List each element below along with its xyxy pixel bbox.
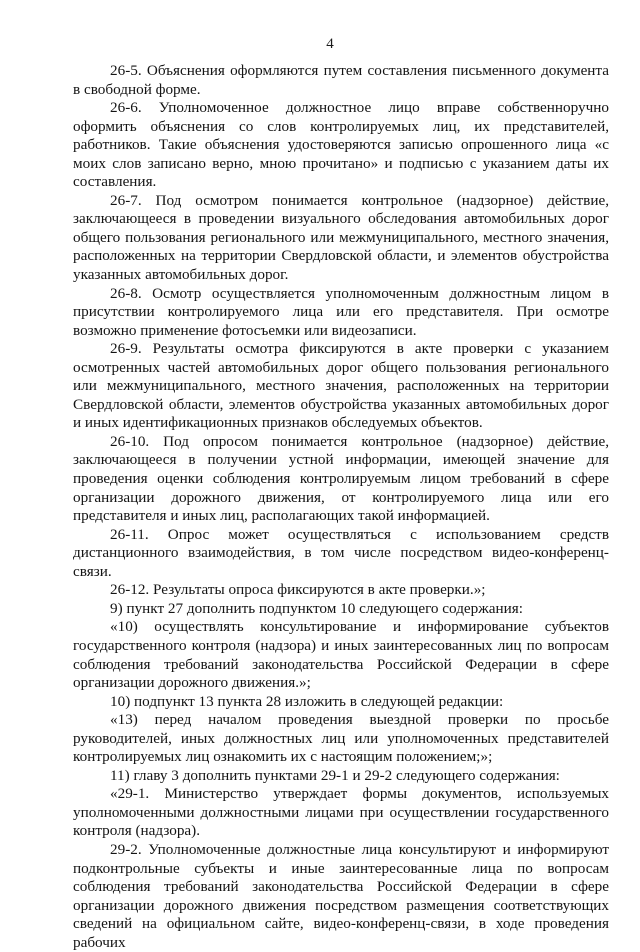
paragraph-26-11: 26-11. Опрос может осуществляться с использованием средств дистанционного взаимодействия, в том числе посредством видео-конференц-связи. (73, 525, 609, 580)
document-body (73, 62, 609, 952)
paragraph-26-12: 26-12. Результаты опроса фиксируются в акте проверки.»; (110, 581, 486, 599)
paragraph-subitem-13: «13) перед началом проведения выездной проверки по просьбе руководителей, иных должностных лиц или уполномоченных представителей контролируемых лиц ознакомить их с настоящим положением;»; (73, 711, 609, 766)
paragraph-29-1: «29-1. Министерство утверждает формы документов, используемых уполномоченными должностными лицами при осуществлении государственного контроля (надзора). (73, 785, 609, 840)
paragraph-item-11: 11) главу 3 дополнить пунктами 29-1 и 29-2 следующего содержания: (110, 766, 560, 784)
paragraph-26-8: 26-8. Осмотр осуществляется уполномоченным должностным лицом в присутствии контролируемого лица или его представителя. При осмотре возможно применение фотосъемки или видеозаписи. (73, 284, 609, 339)
paragraph-26-7: 26-7. Под осмотром понимается контрольное (надзорное) действие, заключающееся в проведении визуального обследования автомобильных дорог общего пользования регионального или межмуниципального, местного значения, расположенных на территории Свердловской области, и элементов обустройства указанных автомобильных дорог. (73, 191, 609, 284)
page-number: 4 (326, 36, 334, 52)
paragraph-26-6: 26-6. Уполномоченное должностное лицо вправе собственноручно оформить объяснения со слов контролируемых лиц, их представителей, работников. Такие объяснения удостоверяются записью опрошенного лица «с моих слов записано верно, мною прочитано» и подписью с указанием даты их составления. (73, 99, 609, 191)
paragraph-item-9: 9) пункт 27 дополнить подпунктом 10 следующего содержания: (110, 599, 523, 617)
paragraph-29-2: 29-2. Уполномоченные должностные лица консультируют и информируют подконтрольные субъекты и иные заинтересованные лица по вопросам соблюдения требований законодательства Российской Федерации в сфере организации дорожного движения посредством размещения соответствующих сведений на официальном сайте, видео-конференц-связи, в ходе проведения рабочих (73, 840, 609, 951)
paragraph-26-10: 26-10. Под опросом понимается контрольное (надзорное) действие, заключающееся в получении устной информации, имеющей значение для проведения оценки соблюдения контролируемым лицом требований в сфере организации дорожного движения, от контролируемого лица или его представителя и иных лиц, располагающих такой информацией. (73, 432, 609, 525)
paragraph-26-5: 26-5. Объяснения оформляются путем составления письменного документа в свободной форме. (73, 62, 609, 98)
paragraph-subitem-10: «10) осуществлять консультирование и информирование субъектов государственного контроля (надзора) и иных заинтересованных лиц по вопросам соблюдения требований законодательства Российской Федерации в сфере организации дорожного движения.»; (73, 618, 609, 692)
paragraph-item-10: 10) подпункт 13 пункта 28 изложить в следующей редакции: (110, 692, 504, 710)
paragraph-26-9: 26-9. Результаты осмотра фиксируются в акте проверки с указанием осмотренных частей автомобильных дорог общего пользования регионального или межмуниципального, местного значения, расположенных на территории Свердловской области, элементов обустройства указанных автомобильных дорог и иных идентификационных признаков обследуемых объектов. (73, 340, 609, 432)
